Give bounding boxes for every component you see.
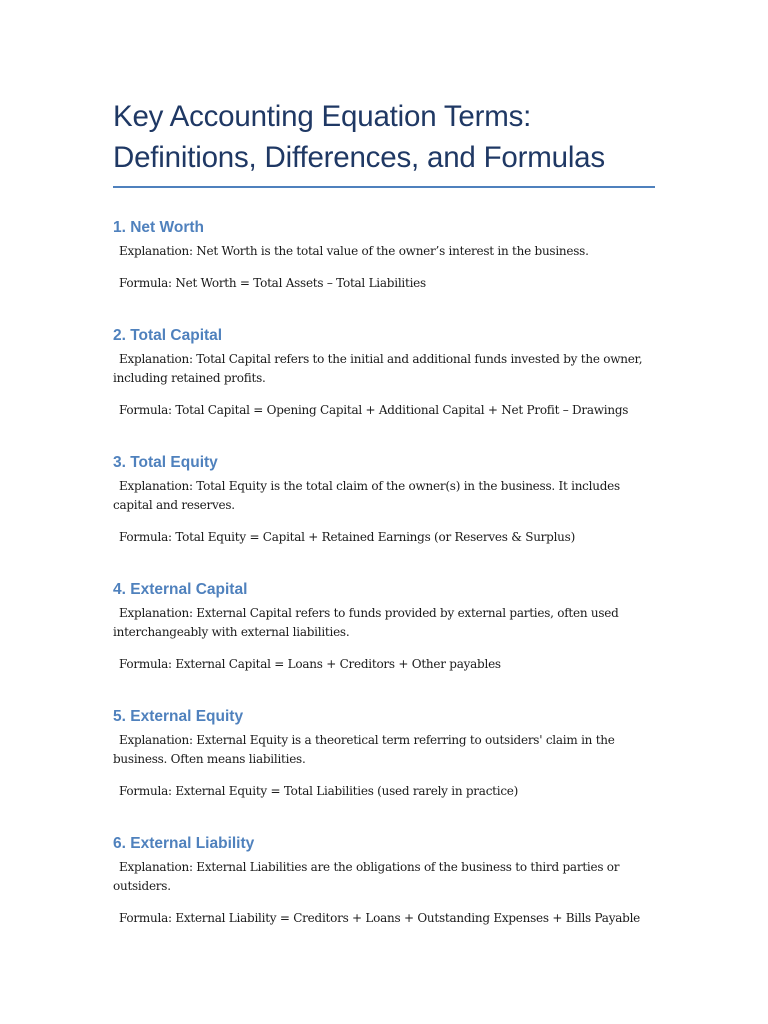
section-heading: 6. External Liability: [113, 835, 255, 852]
section-formula: Formula: External Liability = Creditors + Loans + Outstanding Expenses + Bills Payable: [119, 911, 641, 925]
section-heading: 5. External Equity: [113, 708, 244, 725]
section-explanation: Explanation: External Equity is a theoretical term referring to outsiders' claim in the business. Often means liabilities.: [113, 733, 615, 766]
section-explanation: Explanation: Total Capital refers to the initial and additional funds invested by the owner, including retained profits.: [113, 352, 643, 385]
section-heading: 3. Total Equity: [113, 454, 218, 471]
section-net-worth: [113, 218, 655, 293]
section-heading: 2. Total Capital: [113, 327, 223, 344]
section-external-equity: [113, 707, 655, 801]
section-external-capital: [113, 580, 655, 674]
section-total-equity: [113, 453, 655, 547]
section-formula: Formula: Total Equity = Capital + Retained Earnings (or Reserves & Surplus): [119, 530, 575, 544]
section-explanation: Explanation: Total Equity is the total claim of the owner(s) in the business. It includes capital and reserves.: [113, 479, 620, 512]
section-explanation: Explanation: External Liabilities are the obligations of the business to third parties or outsiders.: [113, 860, 620, 893]
section-formula: Formula: Net Worth = Total Assets – Total Liabilities: [119, 276, 426, 290]
section-formula: Formula: Total Capital = Opening Capital + Additional Capital + Net Profit – Drawings: [119, 403, 629, 417]
section-explanation: Explanation: External Capital refers to funds provided by external parties, often used interchangeably with external liabilities.: [113, 606, 619, 639]
title-underline: [113, 186, 655, 188]
section-heading: 4. External Capital: [113, 581, 248, 598]
section-heading: 1. Net Worth: [113, 219, 204, 236]
section-external-liability: [113, 834, 655, 928]
document-page: [113, 0, 655, 928]
section-formula: Formula: External Capital = Loans + Creditors + Other payables: [119, 657, 501, 671]
section-explanation: Explanation: Net Worth is the total value of the owner’s interest in the business.: [119, 244, 589, 258]
page-title: Key Accounting Equation Terms: Definitions, Differences, and Formulas: [113, 100, 605, 174]
section-total-capital: [113, 326, 655, 420]
section-formula: Formula: External Equity = Total Liabilities (used rarely in practice): [119, 784, 519, 798]
